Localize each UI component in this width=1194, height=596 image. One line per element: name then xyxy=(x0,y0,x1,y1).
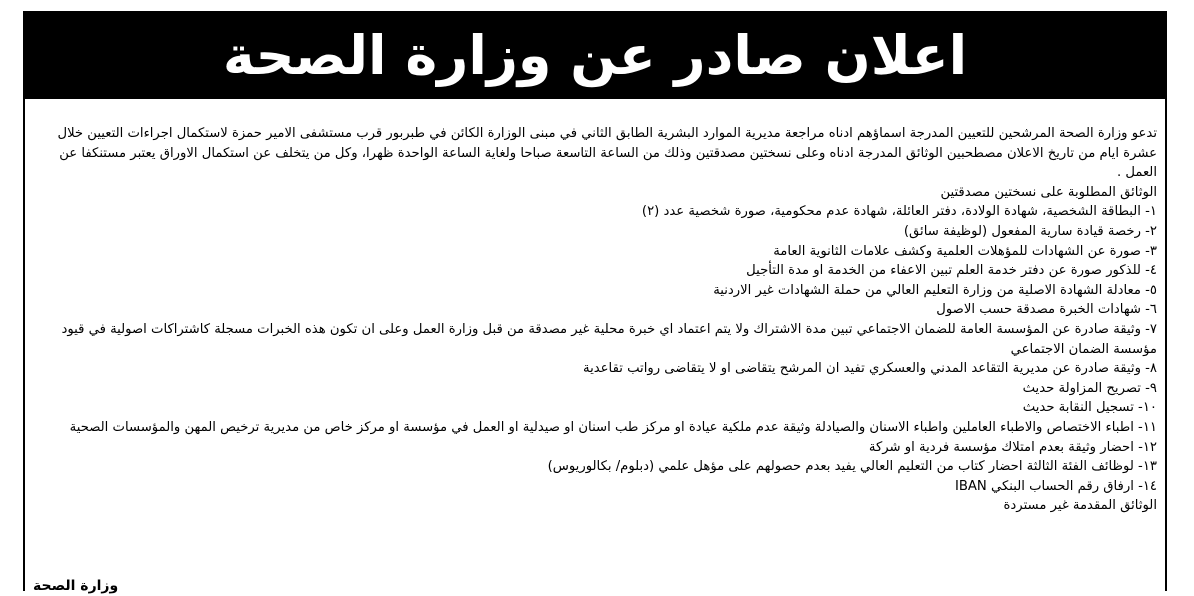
list-item: ٦- شهادات الخبرة مصدقة حسب الاصول xyxy=(936,302,1157,318)
list-item: ٤- للذكور صورة عن دفتر خدمة العلم تبين الاعفاء من الخدمة او مدة التأجيل xyxy=(746,263,1157,279)
list-item: ٧- وثيقة صادرة عن المؤسسة العامة للضمان الاجتماعي تبين مدة الاشتراك ولا يتم اعتماد اي خبرة محلية غير مصدقة من قبل وزارة العمل وعلى ان تكون هذه الخبرات مسجلة كاشتراكات اصولية في قيود مؤسسة الضمان الاجتماعي xyxy=(61,321,1157,357)
announcement-frame xyxy=(23,11,1167,594)
announcement-title: اعلان صادر عن وزارة الصحة xyxy=(222,24,968,87)
list-item: ١١- اطباء الاختصاص والاطباء العاملين واطباء الاسنان والصيادلة وثيقة عدم ملكية عيادة او مركز طب اسنان او صيدلية او العمل في مؤسسة او مركز خاص من مديرية ترخيص المهن والمؤسسات الصحية xyxy=(69,419,1157,435)
intro-paragraph: تدعو وزارة الصحة المرشحين للتعيين المدرجة اسماؤهم ادناه مراجعة مديرية الموارد البشرية الطابق الثاني في مبنى الوزارة الكائن في طبربور قرب مستشفى الامير حمزة لاستكمال اجراءات التعيين خلال عشرة ايام من تاريخ الاعلان مصطحبين الوثائق المدرجة ادناه وعلى نسختين مصدقتين وذلك من الساعة التاسعة صباحا ولغاية الساعة الواحدة ظهرا، وكل من يتخلف عن استكمال الاوراق يعتبر مستنكفا عن العمل . xyxy=(57,126,1157,181)
announcement-body xyxy=(33,124,1157,516)
list-item: ٩- تصريح المزاولة حديث xyxy=(1022,380,1157,396)
list-item: ٢- رخصة قيادة سارية المفعول (لوظيفة سائق) xyxy=(903,223,1157,239)
list-item: ٨- وثيقة صادرة عن مديرية التقاعد المدني والعسكري تفيد ان المرشح يتقاضى او لا يتقاضى رواتب تقاعدية xyxy=(583,361,1157,377)
announcement-header xyxy=(25,13,1165,99)
ministry-signature: وزارة الصحة xyxy=(33,578,119,594)
list-item: ١- البطاقة الشخصية، شهادة الولادة، دفتر العائلة، شهادة عدم محكومية، صورة شخصية عدد (٢) xyxy=(641,204,1157,220)
closing-note: الوثائق المقدمة غير مستردة xyxy=(1003,498,1157,514)
list-item: ٥- معادلة الشهادة الاصلية من وزارة التعليم العالي من حملة الشهادات غير الاردنية xyxy=(713,282,1157,298)
list-item: ٣- صورة عن الشهادات للمؤهلات العلمية وكشف علامات الثانوية العامة xyxy=(773,243,1157,259)
list-item: ١٤- ارفاق رقم الحساب البنكي IBAN xyxy=(954,478,1157,494)
list-item: ١٣- لوظائف الفئة الثالثة احضار كتاب من التعليم العالي يفيد بعدم حصولهم على مؤهل علمي (دبلوم/ بكالوريوس) xyxy=(547,459,1157,475)
documents-heading: الوثائق المطلوبة على نسختين مصدقتين xyxy=(940,184,1157,200)
list-item: ١٢- احضار وثيقة بعدم امتلاك مؤسسة فردية او شركة xyxy=(868,439,1157,455)
list-item: ١٠- تسجيل النقابة حديث xyxy=(1022,400,1157,416)
